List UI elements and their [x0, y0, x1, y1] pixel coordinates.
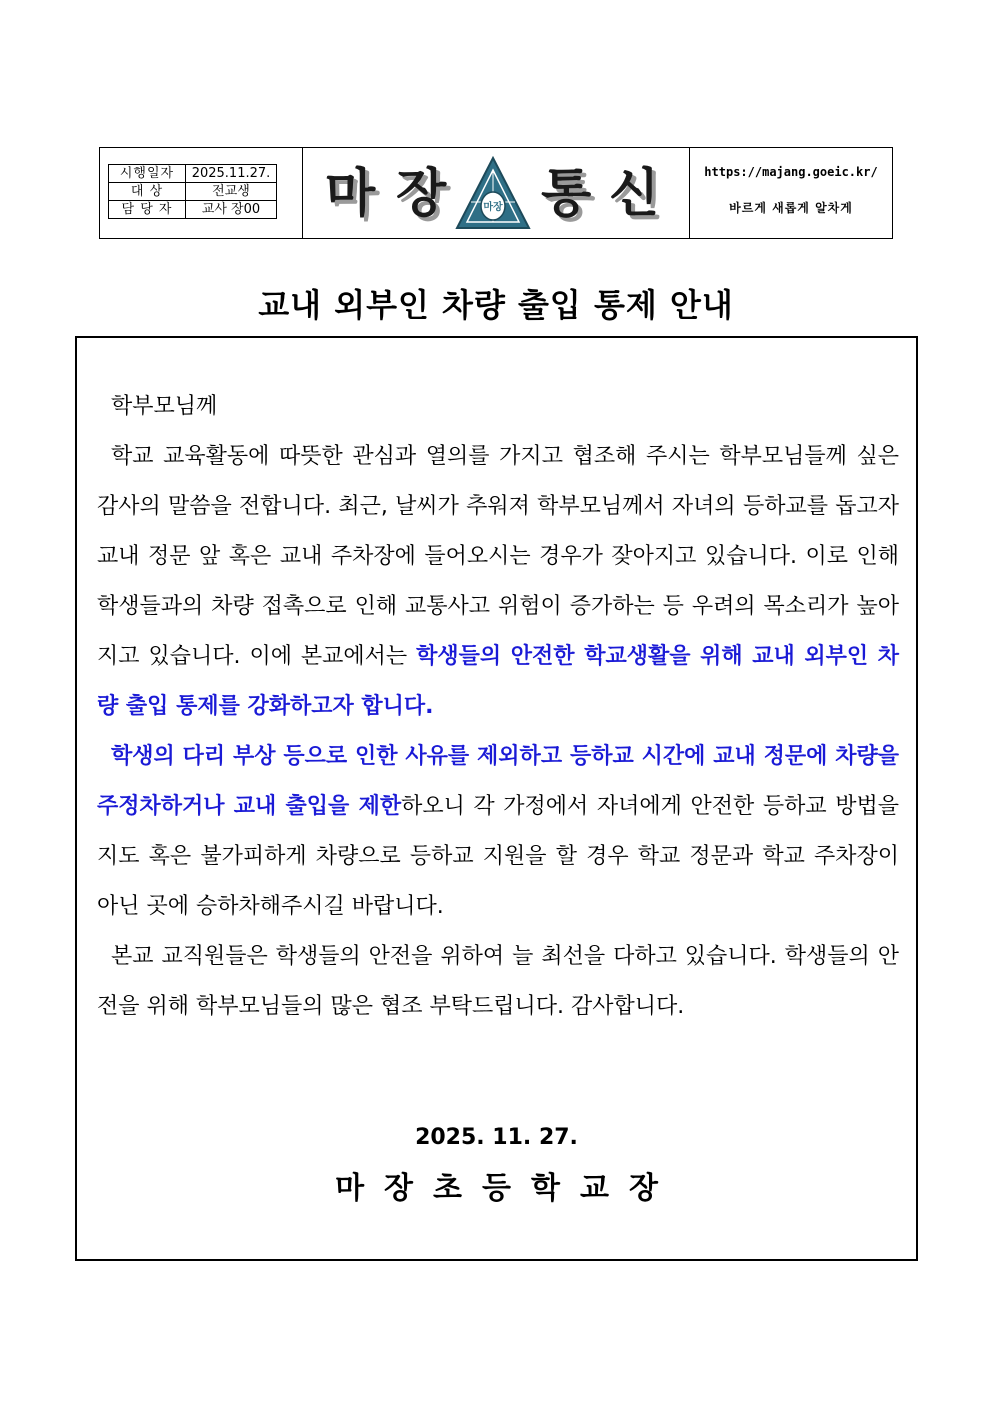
manager-label: 담 당 자: [109, 201, 186, 219]
paragraph-2-text: 하오니 각 가정에서 자녀에게 안전한 등하교 방법을 지도 혹은 불가피하게 차량으로 등하교 지원을 할 경우 학교 정문과 학교 주차장이 아닌 곳에 승하차해주시길 바랍니다.: [97, 794, 899, 919]
table-row: [109, 165, 277, 183]
masthead-cell: [303, 148, 690, 238]
issue-info-table: [108, 164, 277, 219]
issue-date-label: 시행일자: [109, 165, 186, 183]
target-value: 전교생: [186, 183, 277, 201]
paragraph-2-emphasis: 학생의 다리 부상 등으로 인한 사유를 제외하고 등하교 시간에 교내 정문에 차량을 주정차하거나 교내 출입을 제한: [97, 744, 899, 819]
masthead-title: [303, 148, 689, 238]
logo-text: 마장: [483, 202, 503, 213]
notice-text: [97, 382, 899, 1032]
paragraph-3: 본교 교직원들은 학생들의 안전을 위하여 늘 최선을 다하고 있습니다. 학생들의 안전을 위해 학부모님들의 많은 협조 부탁드립니다. 감사합니다.: [97, 944, 899, 1019]
masthead-char-1: 마: [325, 164, 376, 224]
paragraph-1: [97, 432, 899, 732]
page-title: 교내 외부인 차량 출입 통제 안내: [258, 286, 734, 324]
paragraph-1-emphasis: 학생들의 안전한 학교생활을 위해 교내 외부인 차량 출입 통제를 강화하고자 합니다.: [97, 644, 900, 719]
signature: 마장초등학교장: [335, 1171, 678, 1206]
newsletter-header: [99, 147, 893, 239]
target-label: 대 상: [109, 183, 186, 201]
paragraph-2: [97, 732, 899, 932]
paragraph-1-text: 학교 교육활동에 따뜻한 관심과 열의를 가지고 협조해 주시는 학부모님들께 싶은 감사의 말씀을 전합니다. 최근, 날씨가 추워져 학부모님께서 자녀의 등하교를 돕고자 교내 정문 앞 혹은 교내 주차장에 들어오시는 경우가 잦아지고 있습니다. 이로 인해 학생들과의 차량 접촉으로 인해 교통사고 위험이 증가하는 등 우려의 목소리가 높아지고 있습니다. 이에 본교에서는: [97, 444, 899, 669]
school-logo-icon: [455, 156, 531, 230]
masthead-char-4: 신: [609, 164, 660, 224]
school-url: https://majang.goeic.kr/: [704, 165, 878, 179]
table-row: [109, 183, 277, 201]
masthead-char-2: 장: [396, 164, 447, 224]
school-slogan: 바르게 새롭게 알차게: [729, 201, 853, 215]
greeting: 학부모님께: [111, 394, 218, 419]
manager-value: 교사 장00: [186, 201, 277, 219]
notice-body-box: [75, 336, 918, 1261]
school-info-cell: [690, 148, 892, 238]
masthead-char-3: 통: [541, 164, 592, 224]
issue-date-value: 2025.11.27.: [186, 165, 277, 183]
issue-info-cell: [100, 148, 303, 238]
notice-date: 2025. 11. 27.: [415, 1125, 578, 1150]
table-row: [109, 201, 277, 219]
